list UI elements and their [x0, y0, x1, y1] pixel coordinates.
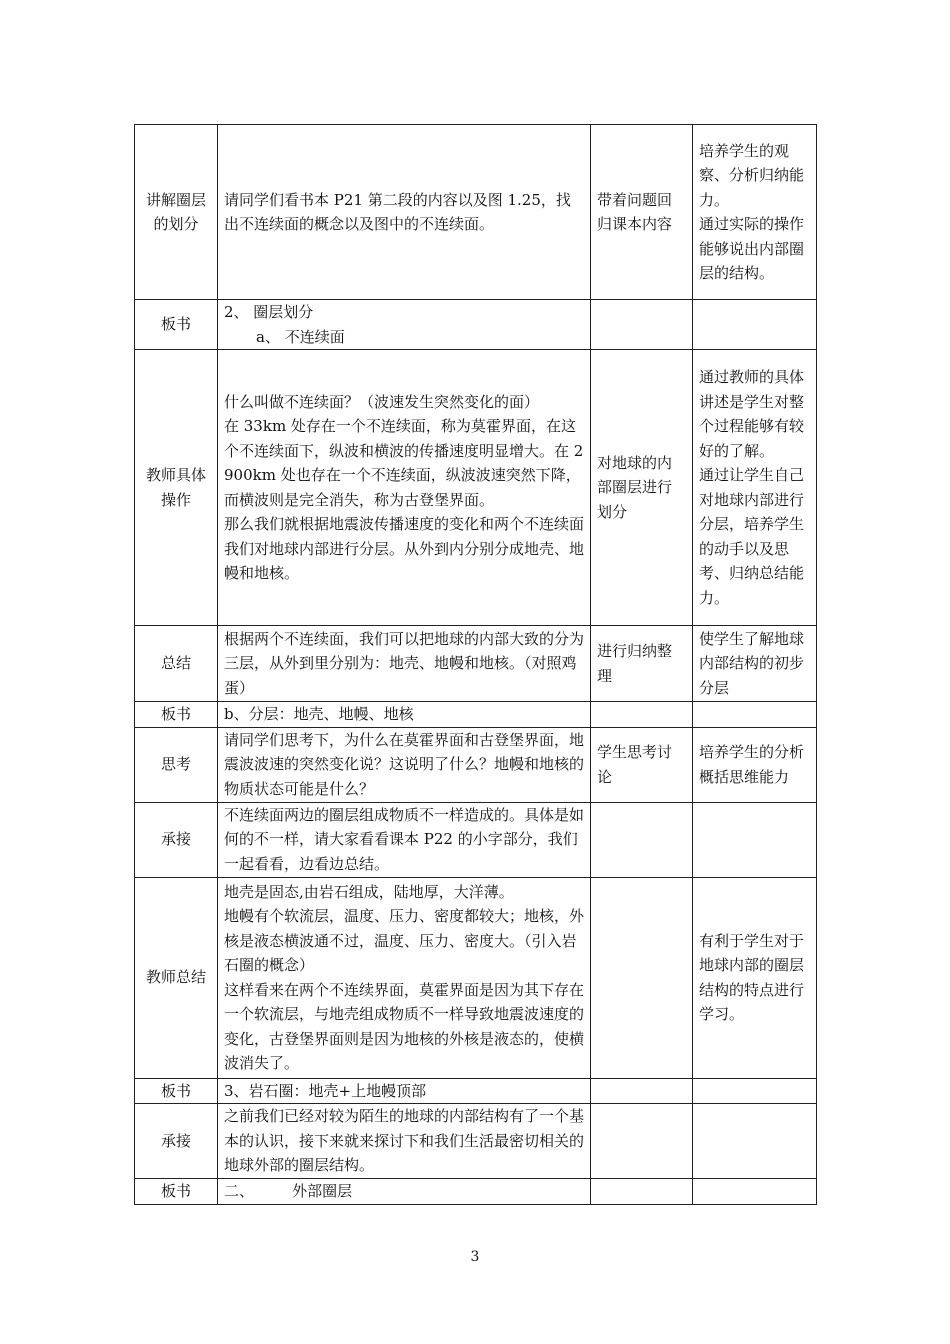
page-number: 3	[470, 1249, 480, 1265]
content-cell: 二、 外部圈层	[218, 1179, 591, 1205]
table-row	[135, 802, 817, 877]
table-row	[135, 1078, 817, 1104]
stage-cell: 板书	[135, 1078, 218, 1104]
student-activity-cell	[591, 802, 693, 877]
student-activity-cell	[591, 702, 693, 728]
content-line: 2、 圈层划分	[224, 303, 314, 321]
stage-cell: 板书	[135, 1179, 218, 1205]
purpose-cell: 使学生了解地球内部结构的初步分层	[693, 626, 817, 702]
stage-cell: 思考	[135, 727, 218, 802]
student-activity-cell: 进行归纳整理	[591, 626, 693, 702]
table-row	[135, 702, 817, 728]
content-cell: 地壳是固态,由岩石组成，陆地厚，大洋薄。 地幔有个软流层，温度、压力、密度都较大；地核，外核是液态横波通不过，温度、压力、密度大。（引入岩石圈的概念） 这样看来在两个不连续界面，莫霍界面是因为其下存在一个软流层，与地壳组成物质不一样导致地震波速度的变化，古登堡界面则是因为地核的外核是液态的，使横波消失了。	[218, 877, 591, 1078]
table-row	[135, 1104, 817, 1179]
purpose-cell	[693, 300, 817, 350]
table-row	[135, 727, 817, 802]
stage-cell: 教师具体操作	[135, 350, 218, 626]
content-cell: b、分层：地壳、地幔、地核	[218, 702, 591, 728]
stage-cell: 总结	[135, 626, 218, 702]
content-line: a、 不连续面	[256, 327, 345, 346]
table-row	[135, 125, 817, 300]
stage-cell: 讲解圈层的划分	[135, 125, 218, 300]
content-cell: 之前我们已经对较为陌生的地球的内部结构有了一个基本的认识，接下来就来探讨下和我们生活最密切相关的地球外部的圈层结构。	[218, 1104, 591, 1179]
student-activity-cell	[591, 300, 693, 350]
purpose-cell	[693, 702, 817, 728]
table-row	[135, 877, 817, 1078]
purpose-cell	[693, 1078, 817, 1104]
purpose-cell	[693, 1179, 817, 1205]
content-cell: 根据两个不连续面，我们可以把地球的内部大致的分为三层，从外到里分别为：地壳、地幔和地核。（对照鸡蛋）	[218, 626, 591, 702]
content-cell: 3、岩石圈：地壳+上地幔顶部	[218, 1078, 591, 1104]
stage-cell: 承接	[135, 802, 218, 877]
content-cell: 请同学们看书本 P21 第二段的内容以及图 1.25，找出不连续面的概念以及图中的不连续面。	[218, 125, 591, 300]
content-cell: 不连续面两边的圈层组成物质不一样造成的。具体是如何的不一样，请大家看看课本 P22 的小字部分，我们一起看看，边看边总结。	[218, 802, 591, 877]
lesson-plan-table	[134, 124, 817, 1205]
content-cell	[218, 300, 591, 350]
student-activity-cell	[591, 1179, 693, 1205]
table-row	[135, 350, 817, 626]
purpose-cell: 通过教师的具体讲述是学生对整个过程能够有较好的了解。 通过让学生自己对地球内部进行分层，培养学生的动手以及思考、归纳总结能力。	[693, 350, 817, 626]
table-row	[135, 626, 817, 702]
purpose-cell	[693, 802, 817, 877]
content-cell: 请同学们思考下，为什么在莫霍界面和古登堡界面，地震波波速的突然变化说？这说明了什么？地幔和地核的物质状态可能是什么？	[218, 727, 591, 802]
table-row	[135, 1179, 817, 1205]
purpose-cell: 培养学生的分析概括思维能力	[693, 727, 817, 802]
purpose-cell: 有利于学生对于地球内部的圈层结构的特点进行学习。	[693, 877, 817, 1078]
stage-cell: 板书	[135, 702, 218, 728]
student-activity-cell: 带着问题回归课本内容	[591, 125, 693, 300]
student-activity-cell	[591, 877, 693, 1078]
content-cell: 什么叫做不连续面？（波速发生突然变化的面） 在 33km 处存在一个不连续面，称为莫霍界面，在这个不连续面下，纵波和横波的传播速度明显增大。在 2900km 处也存在一个不连续面，纵波波速突然下降，而横波则是完全消失，称为古登堡界面。 那么我们就根据地震波传播速度的变化和两个不连续面我们对地球内部进行分层。从外到内分别分成地壳、地幔和地核。	[218, 350, 591, 626]
stage-cell: 板书	[135, 300, 218, 350]
purpose-cell	[693, 1104, 817, 1179]
student-activity-cell	[591, 1104, 693, 1179]
student-activity-cell: 对地球的内部圈层进行划分	[591, 350, 693, 626]
student-activity-cell: 学生思考讨论	[591, 727, 693, 802]
table-row	[135, 300, 817, 350]
student-activity-cell	[591, 1078, 693, 1104]
purpose-cell: 培养学生的观察、分析归纳能力。 通过实际的操作能够说出内部圈层的结构。	[693, 125, 817, 300]
stage-cell: 承接	[135, 1104, 218, 1179]
stage-cell: 教师总结	[135, 877, 218, 1078]
